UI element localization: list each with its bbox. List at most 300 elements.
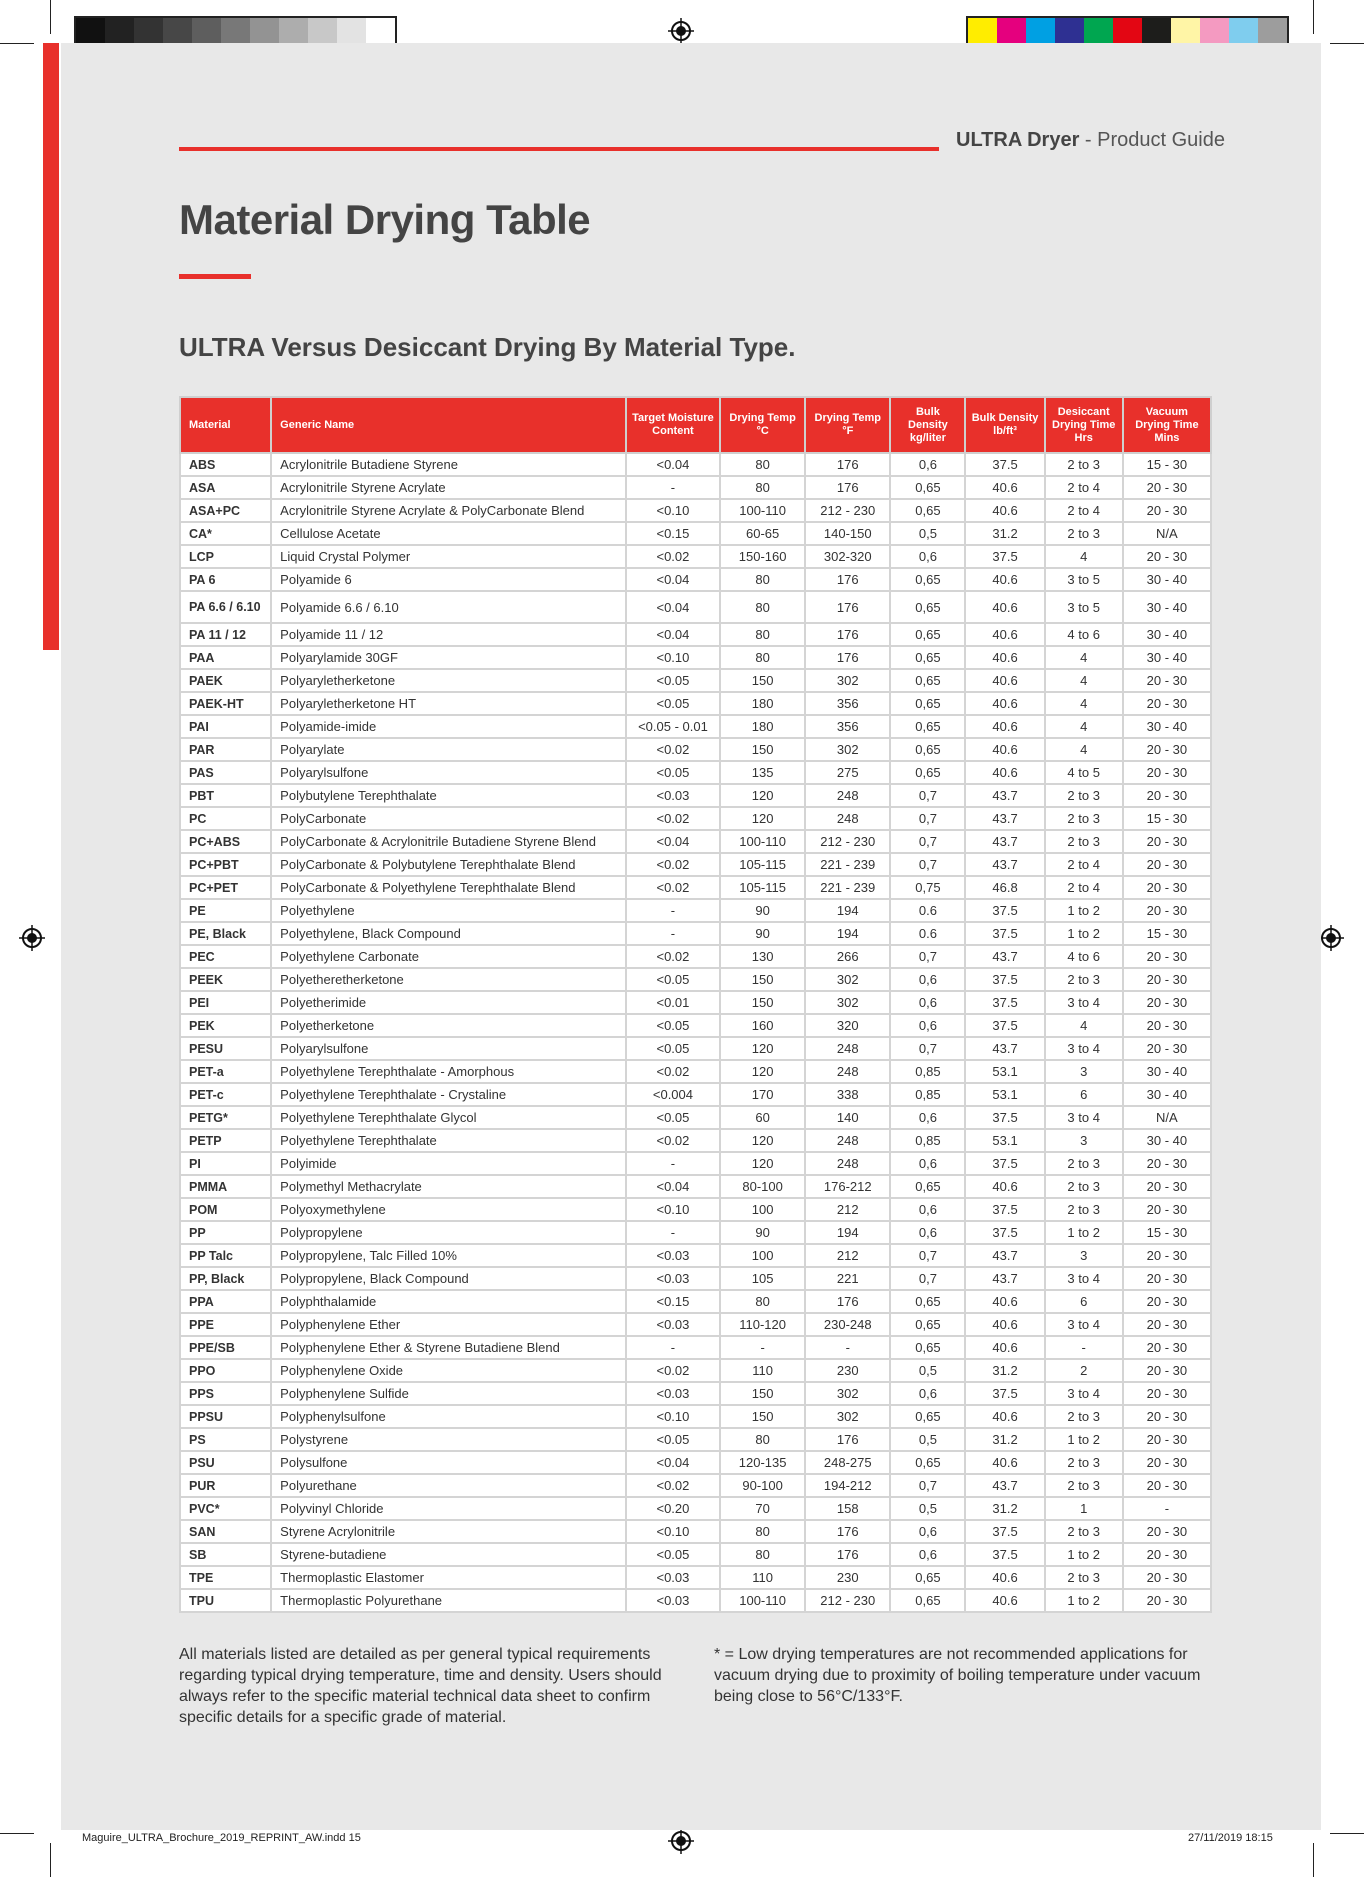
value-cell: 37.5 (965, 545, 1044, 568)
table-row (180, 522, 1211, 545)
value-cell: 70 (720, 1497, 805, 1520)
value-cell: 176 (805, 623, 890, 646)
value-cell: <0.02 (626, 1129, 720, 1152)
value-cell: 0,65 (890, 476, 965, 499)
value-cell: 43.7 (965, 1244, 1044, 1267)
value-cell: N/A (1123, 1106, 1211, 1129)
crop-mark (1330, 43, 1364, 44)
value-cell: 320 (805, 1014, 890, 1037)
material-code-cell: PC+ABS (180, 830, 271, 853)
table-row (180, 853, 1211, 876)
value-cell: 37.5 (965, 922, 1044, 945)
value-cell: 100-110 (720, 830, 805, 853)
value-cell: N/A (1123, 522, 1211, 545)
value-cell: 3 (1045, 1060, 1123, 1083)
value-cell: 4 (1045, 692, 1123, 715)
material-code-cell: PUR (180, 1474, 271, 1497)
value-cell: 20 - 30 (1123, 1451, 1211, 1474)
table-row (180, 1405, 1211, 1428)
value-cell: 356 (805, 692, 890, 715)
value-cell: 3 to 4 (1045, 1267, 1123, 1290)
value-cell: 40.6 (965, 476, 1044, 499)
column-header: Bulk Density lb/ft³ (965, 397, 1044, 453)
value-cell: 20 - 30 (1123, 1198, 1211, 1221)
value-cell: <0.10 (626, 1405, 720, 1428)
value-cell: 230 (805, 1566, 890, 1589)
value-cell: 40.6 (965, 1313, 1044, 1336)
value-cell: 0,85 (890, 1083, 965, 1106)
value-cell: 221 - 239 (805, 876, 890, 899)
value-cell: <0.10 (626, 499, 720, 522)
column-header: Desiccant Drying Time Hrs (1045, 397, 1123, 453)
value-cell: 0,7 (890, 1267, 965, 1290)
material-code-cell: PPE (180, 1313, 271, 1336)
material-code-cell: PAR (180, 738, 271, 761)
value-cell: 100-110 (720, 499, 805, 522)
material-code-cell: PI (180, 1152, 271, 1175)
value-cell: 194 (805, 899, 890, 922)
value-cell: 0,6 (890, 453, 965, 476)
value-cell: 40.6 (965, 499, 1044, 522)
color-swatch (105, 18, 134, 46)
value-cell: <0.02 (626, 945, 720, 968)
value-cell: 1 to 2 (1045, 1428, 1123, 1451)
value-cell: 30 - 40 (1123, 623, 1211, 646)
value-cell: 37.5 (965, 991, 1044, 1014)
value-cell: 176 (805, 568, 890, 591)
value-cell: 46.8 (965, 876, 1044, 899)
value-cell: - (1045, 1336, 1123, 1359)
value-cell: <0.05 - 0.01 (626, 715, 720, 738)
value-cell: 180 (720, 692, 805, 715)
value-cell: 120 (720, 807, 805, 830)
material-code-cell: PA 6 (180, 568, 271, 591)
value-cell: 20 - 30 (1123, 1290, 1211, 1313)
generic-name-cell: Liquid Crystal Polymer (271, 545, 626, 568)
value-cell: 43.7 (965, 1267, 1044, 1290)
value-cell: 20 - 30 (1123, 1474, 1211, 1497)
value-cell: 4 to 6 (1045, 623, 1123, 646)
material-code-cell: TPU (180, 1589, 271, 1612)
disclaimer-note: All materials listed are detailed as per general typical requirements regarding typical drying temperature, time and density. Users should always refer to the specific material technical data sheet to confirm specific details for a specific grade of material. (179, 1646, 662, 1726)
value-cell: 176 (805, 476, 890, 499)
color-swatch (279, 18, 308, 46)
value-cell: 0,65 (890, 1566, 965, 1589)
value-cell: 43.7 (965, 807, 1044, 830)
table-row (180, 1244, 1211, 1267)
generic-name-cell: Polypropylene (271, 1221, 626, 1244)
value-cell: 110 (720, 1566, 805, 1589)
value-cell: 3 to 4 (1045, 1037, 1123, 1060)
value-cell: 302 (805, 1405, 890, 1428)
material-code-cell: PP (180, 1221, 271, 1244)
value-cell: 53.1 (965, 1060, 1044, 1083)
crop-mark (0, 1833, 34, 1834)
generic-name-cell: Polyarylsulfone (271, 1037, 626, 1060)
material-code-cell: PA 6.6 / 6.10 (180, 591, 271, 623)
generic-name-cell: Polybutylene Terephthalate (271, 784, 626, 807)
value-cell: 37.5 (965, 1382, 1044, 1405)
value-cell: <0.04 (626, 1175, 720, 1198)
value-cell: 40.6 (965, 591, 1044, 623)
value-cell: 176 (805, 646, 890, 669)
value-cell: 40.6 (965, 1290, 1044, 1313)
color-swatch (366, 18, 395, 46)
generic-name-cell: Styrene Acrylonitrile (271, 1520, 626, 1543)
value-cell: - (805, 1336, 890, 1359)
value-cell: 0,7 (890, 853, 965, 876)
color-swatch (1258, 18, 1287, 46)
table-row (180, 876, 1211, 899)
value-cell: 20 - 30 (1123, 1244, 1211, 1267)
value-cell: <0.05 (626, 1014, 720, 1037)
value-cell: 40.6 (965, 761, 1044, 784)
color-swatch (1142, 18, 1171, 46)
value-cell: 2 to 3 (1045, 968, 1123, 991)
value-cell: 0,65 (890, 1313, 965, 1336)
material-code-cell: PAEK-HT (180, 692, 271, 715)
value-cell: 20 - 30 (1123, 784, 1211, 807)
value-cell: 20 - 30 (1123, 545, 1211, 568)
color-swatch (1229, 18, 1258, 46)
material-code-cell: PAA (180, 646, 271, 669)
value-cell: 2 to 3 (1045, 522, 1123, 545)
material-code-cell: PEK (180, 1014, 271, 1037)
value-cell: 1 to 2 (1045, 899, 1123, 922)
value-cell: 0,5 (890, 1497, 965, 1520)
table-row (180, 715, 1211, 738)
value-cell: 20 - 30 (1123, 1267, 1211, 1290)
value-cell: 0,65 (890, 761, 965, 784)
color-swatch (337, 18, 366, 46)
value-cell: 43.7 (965, 1474, 1044, 1497)
asterisk-note: * = Low drying temperatures are not recommended applications for vacuum drying due to proximity of boiling temperature under vacuum being close to 56°C/133°F. (714, 1646, 1201, 1705)
value-cell: <0.03 (626, 1589, 720, 1612)
material-code-cell: PESU (180, 1037, 271, 1060)
value-cell: 20 - 30 (1123, 1152, 1211, 1175)
color-swatch (163, 18, 192, 46)
crop-mark (1313, 1843, 1314, 1877)
color-swatch (76, 18, 105, 46)
generic-name-cell: Cellulose Acetate (271, 522, 626, 545)
value-cell: 40.6 (965, 669, 1044, 692)
value-cell: 80 (720, 1428, 805, 1451)
generic-name-cell: Thermoplastic Polyurethane (271, 1589, 626, 1612)
value-cell: 20 - 30 (1123, 876, 1211, 899)
value-cell: 80 (720, 1520, 805, 1543)
value-cell: 37.5 (965, 1014, 1044, 1037)
value-cell: 0,65 (890, 669, 965, 692)
value-cell: - (626, 899, 720, 922)
value-cell: 0,7 (890, 784, 965, 807)
registration-mark-icon (1318, 925, 1344, 951)
value-cell: 2 to 3 (1045, 807, 1123, 830)
value-cell: <0.02 (626, 1060, 720, 1083)
value-cell: 150 (720, 1382, 805, 1405)
value-cell: 20 - 30 (1123, 1336, 1211, 1359)
generic-name-cell: Polyphenylene Sulfide (271, 1382, 626, 1405)
value-cell: - (626, 1221, 720, 1244)
value-cell: 20 - 30 (1123, 761, 1211, 784)
table-row (180, 991, 1211, 1014)
generic-name-cell: Polyoxymethylene (271, 1198, 626, 1221)
value-cell: <0.05 (626, 968, 720, 991)
color-swatch (250, 18, 279, 46)
value-cell: 176 (805, 1520, 890, 1543)
generic-name-cell: Styrene-butadiene (271, 1543, 626, 1566)
value-cell: 120 (720, 1152, 805, 1175)
value-cell: 80 (720, 1290, 805, 1313)
value-cell: 212 (805, 1198, 890, 1221)
material-code-cell: PS (180, 1428, 271, 1451)
value-cell: 302-320 (805, 545, 890, 568)
value-cell: 0,7 (890, 945, 965, 968)
value-cell: 150 (720, 669, 805, 692)
value-cell: 20 - 30 (1123, 830, 1211, 853)
value-cell: 0,5 (890, 522, 965, 545)
value-cell: 2 to 3 (1045, 1566, 1123, 1589)
value-cell: <0.02 (626, 1359, 720, 1382)
accent-bar (43, 43, 59, 650)
value-cell: 0,6 (890, 1198, 965, 1221)
value-cell: 105-115 (720, 876, 805, 899)
value-cell: 0,6 (890, 1014, 965, 1037)
value-cell: 0,6 (890, 1221, 965, 1244)
value-cell: <0.15 (626, 1290, 720, 1313)
table-row (180, 1428, 1211, 1451)
value-cell: 20 - 30 (1123, 899, 1211, 922)
table-row (180, 1497, 1211, 1520)
material-code-cell: PEC (180, 945, 271, 968)
material-code-cell: PPSU (180, 1405, 271, 1428)
value-cell: 80 (720, 646, 805, 669)
table-row (180, 761, 1211, 784)
value-cell: 0,7 (890, 1244, 965, 1267)
value-cell: 120 (720, 1060, 805, 1083)
value-cell: 40.6 (965, 1566, 1044, 1589)
value-cell: 90 (720, 922, 805, 945)
value-cell: 20 - 30 (1123, 669, 1211, 692)
generic-name-cell: Polyetheretherketone (271, 968, 626, 991)
color-swatch (134, 18, 163, 46)
material-code-cell: PP Talc (180, 1244, 271, 1267)
generic-name-cell: Polyethylene (271, 899, 626, 922)
value-cell: 80 (720, 453, 805, 476)
value-cell: 30 - 40 (1123, 568, 1211, 591)
value-cell: 0,6 (890, 1382, 965, 1405)
generic-name-cell: Polyphenylene Ether (271, 1313, 626, 1336)
material-code-cell: TPE (180, 1566, 271, 1589)
value-cell: 2 to 4 (1045, 853, 1123, 876)
material-code-cell: PAEK (180, 669, 271, 692)
table-row (180, 568, 1211, 591)
value-cell: 43.7 (965, 830, 1044, 853)
color-swatch (1113, 18, 1142, 46)
value-cell: 90-100 (720, 1474, 805, 1497)
material-code-cell: CA* (180, 522, 271, 545)
value-cell: 3 to 4 (1045, 1313, 1123, 1336)
value-cell: 20 - 30 (1123, 1520, 1211, 1543)
value-cell: 80-100 (720, 1175, 805, 1198)
value-cell: <0.05 (626, 1037, 720, 1060)
generic-name-cell: Polyamide 6 (271, 568, 626, 591)
generic-name-cell: Polysulfone (271, 1451, 626, 1474)
generic-name-cell: Polyetherimide (271, 991, 626, 1014)
column-header: Drying Temp °C (720, 397, 805, 453)
value-cell: 2 to 3 (1045, 1451, 1123, 1474)
value-cell: 302 (805, 968, 890, 991)
value-cell: 0,5 (890, 1359, 965, 1382)
table-row (180, 922, 1211, 945)
generic-name-cell: Polyethylene Terephthalate (271, 1129, 626, 1152)
value-cell: 0,85 (890, 1129, 965, 1152)
table-row (180, 830, 1211, 853)
material-code-cell: PBT (180, 784, 271, 807)
table-row (180, 945, 1211, 968)
value-cell: 2 to 3 (1045, 1520, 1123, 1543)
value-cell: 37.5 (965, 1152, 1044, 1175)
value-cell: 40.6 (965, 738, 1044, 761)
value-cell: 4 (1045, 545, 1123, 568)
value-cell: 120 (720, 1037, 805, 1060)
value-cell: 40.6 (965, 692, 1044, 715)
color-swatch (308, 18, 337, 46)
value-cell: 176 (805, 1543, 890, 1566)
value-cell: 248 (805, 1060, 890, 1083)
value-cell: <0.10 (626, 1198, 720, 1221)
value-cell: - (1123, 1497, 1211, 1520)
value-cell: 2 to 3 (1045, 830, 1123, 853)
value-cell: 30 - 40 (1123, 1129, 1211, 1152)
value-cell: <0.02 (626, 807, 720, 830)
generic-name-cell: Polyaryletherketone HT (271, 692, 626, 715)
value-cell: 20 - 30 (1123, 991, 1211, 1014)
value-cell: 80 (720, 591, 805, 623)
material-code-cell: PETP (180, 1129, 271, 1152)
value-cell: 20 - 30 (1123, 1037, 1211, 1060)
value-cell: <0.04 (626, 1451, 720, 1474)
value-cell: 302 (805, 1382, 890, 1405)
value-cell: 53.1 (965, 1129, 1044, 1152)
value-cell: - (626, 1336, 720, 1359)
generic-name-cell: Polystyrene (271, 1428, 626, 1451)
value-cell: 37.5 (965, 968, 1044, 991)
value-cell: 212 - 230 (805, 499, 890, 522)
table-row (180, 545, 1211, 568)
value-cell: 1 to 2 (1045, 1543, 1123, 1566)
material-code-cell: PPE/SB (180, 1336, 271, 1359)
value-cell: <0.03 (626, 1382, 720, 1405)
value-cell: 150 (720, 738, 805, 761)
material-code-cell: PE (180, 899, 271, 922)
value-cell: 248 (805, 807, 890, 830)
value-cell: 212 (805, 1244, 890, 1267)
table-row (180, 646, 1211, 669)
value-cell: 20 - 30 (1123, 853, 1211, 876)
value-cell: 0,85 (890, 1060, 965, 1083)
table-row (180, 1520, 1211, 1543)
value-cell: 1 to 2 (1045, 1589, 1123, 1612)
value-cell: 100 (720, 1244, 805, 1267)
color-swatch (1055, 18, 1084, 46)
value-cell: 4 (1045, 1014, 1123, 1037)
crop-mark (1313, 0, 1314, 34)
table-row (180, 1106, 1211, 1129)
table-row (180, 1589, 1211, 1612)
generic-name-cell: PolyCarbonate & Polyethylene Terephthalate Blend (271, 876, 626, 899)
value-cell: <0.04 (626, 568, 720, 591)
value-cell: 30 - 40 (1123, 715, 1211, 738)
value-cell: 105 (720, 1267, 805, 1290)
value-cell: 40.6 (965, 568, 1044, 591)
value-cell: 110-120 (720, 1313, 805, 1336)
material-code-cell: LCP (180, 545, 271, 568)
generic-name-cell: PolyCarbonate (271, 807, 626, 830)
material-code-cell: PC+PBT (180, 853, 271, 876)
value-cell: 0,65 (890, 738, 965, 761)
generic-name-cell: Polyamide-imide (271, 715, 626, 738)
value-cell: 275 (805, 761, 890, 784)
value-cell: - (626, 922, 720, 945)
material-code-cell: PPO (180, 1359, 271, 1382)
value-cell: - (720, 1336, 805, 1359)
value-cell: 120 (720, 784, 805, 807)
crop-mark (50, 0, 51, 34)
table-row (180, 476, 1211, 499)
registration-mark-icon (668, 18, 694, 44)
value-cell: <0.02 (626, 853, 720, 876)
table-row (180, 1382, 1211, 1405)
footer-filename: Maguire_ULTRA_Brochure_2019_REPRINT_AW.indd 15 (82, 1832, 361, 1844)
value-cell: 2 to 3 (1045, 1152, 1123, 1175)
value-cell: 266 (805, 945, 890, 968)
table-row (180, 1267, 1211, 1290)
value-cell: 150 (720, 1405, 805, 1428)
value-cell: 20 - 30 (1123, 945, 1211, 968)
color-swatch (968, 18, 997, 46)
table-row (180, 623, 1211, 646)
value-cell: 4 to 6 (1045, 945, 1123, 968)
value-cell: <0.03 (626, 1566, 720, 1589)
table-row (180, 1451, 1211, 1474)
value-cell: 0,6 (890, 968, 965, 991)
value-cell: 170 (720, 1083, 805, 1106)
value-cell: 43.7 (965, 1037, 1044, 1060)
material-code-cell: PC+PET (180, 876, 271, 899)
generic-name-cell: Polypropylene, Talc Filled 10% (271, 1244, 626, 1267)
table-row (180, 453, 1211, 476)
value-cell: <0.03 (626, 784, 720, 807)
generic-name-cell: Polyphenylsulfone (271, 1405, 626, 1428)
value-cell: 176-212 (805, 1175, 890, 1198)
value-cell: <0.05 (626, 1106, 720, 1129)
generic-name-cell: Polyphenylene Ether & Styrene Butadiene Blend (271, 1336, 626, 1359)
value-cell: 53.1 (965, 1083, 1044, 1106)
value-cell: <0.03 (626, 1313, 720, 1336)
table-row (180, 1543, 1211, 1566)
value-cell: 20 - 30 (1123, 738, 1211, 761)
value-cell: 2 to 4 (1045, 876, 1123, 899)
value-cell: 0,7 (890, 1474, 965, 1497)
value-cell: 20 - 30 (1123, 1175, 1211, 1198)
value-cell: <0.10 (626, 646, 720, 669)
table-row (180, 1290, 1211, 1313)
value-cell: 37.5 (965, 1106, 1044, 1129)
value-cell: 90 (720, 899, 805, 922)
header-rule (179, 147, 939, 151)
value-cell: 0,6 (890, 991, 965, 1014)
value-cell: 20 - 30 (1123, 1589, 1211, 1612)
